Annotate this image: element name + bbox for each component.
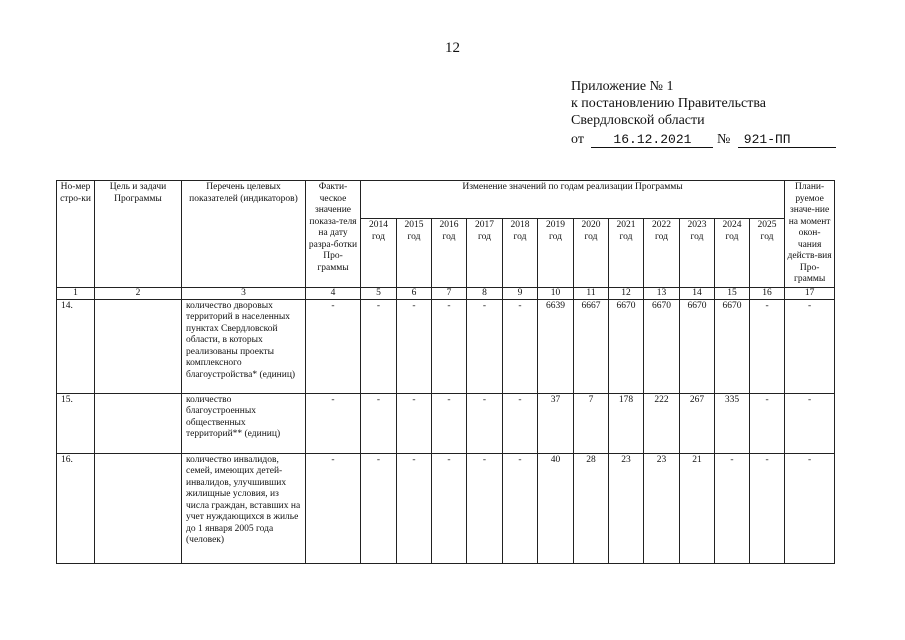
row-year-value: 37: [538, 393, 574, 453]
column-number: 8: [467, 287, 503, 299]
table-row: [57, 299, 835, 393]
row-year-value: 6670: [644, 299, 680, 393]
number-label: №: [716, 132, 731, 147]
row-year-value: -: [503, 393, 538, 453]
row-year-value: 40: [538, 453, 574, 563]
row-planned: -: [785, 453, 835, 563]
row-indicator: количество инвалидов, семей, имеющих детей-инвалидов, улучшивших жилищные условия, из числа граждан, вставших на учет нуждающихся в жилье до 1 января 2005 года (человек): [182, 453, 306, 563]
row-year-value: -: [750, 453, 785, 563]
row-year-value: 6667: [574, 299, 609, 393]
row-year-value: -: [397, 299, 432, 393]
column-number: 12: [609, 287, 644, 299]
header-year: 2015 год: [397, 219, 432, 287]
header-year: 2021 год: [609, 219, 644, 287]
header-row-number: Но-мер стро-ки: [57, 181, 95, 288]
row-year-value: -: [467, 393, 503, 453]
appendix-resolution-line: к постановлению Правительства: [571, 96, 767, 111]
row-actual: -: [306, 393, 361, 453]
header-actual-value: Факти-ческое значение показа-теля на дату разра-ботки Про-граммы: [306, 181, 361, 288]
appendix-region-line: Свердловской области: [571, 113, 705, 128]
column-number: 3: [182, 287, 306, 299]
header-year: 2018 год: [503, 219, 538, 287]
row-year-value: 267: [680, 393, 715, 453]
page-number: 12: [445, 40, 460, 56]
header-indicators: Перечень целевых показателей (индикаторов): [182, 181, 306, 288]
column-number: 5: [361, 287, 397, 299]
row-year-value: -: [503, 453, 538, 563]
row-year-value: -: [432, 453, 467, 563]
header-year: 2022 год: [644, 219, 680, 287]
header-year: 2024 год: [715, 219, 750, 287]
column-number: 9: [503, 287, 538, 299]
row-indicator: количество дворовых территорий в населенных пунктах Свердловской области, в которых реализованы проекты комплексного благоустройства* (единиц): [182, 299, 306, 393]
row-year-value: -: [467, 299, 503, 393]
row-actual: -: [306, 453, 361, 563]
header-year: 2025 год: [750, 219, 785, 287]
indicators-table: [56, 180, 835, 564]
table-row: [57, 393, 835, 453]
column-number: 14: [680, 287, 715, 299]
row-year-value: 335: [715, 393, 750, 453]
row-year-value: 6670: [609, 299, 644, 393]
column-number: 11: [574, 287, 609, 299]
header-year: 2017 год: [467, 219, 503, 287]
row-number: 15.: [57, 393, 95, 453]
row-year-value: -: [750, 299, 785, 393]
row-goal: [95, 299, 182, 393]
appendix-header: [571, 78, 846, 148]
row-year-value: 6639: [538, 299, 574, 393]
row-actual: -: [306, 299, 361, 393]
header-year: 2016 год: [432, 219, 467, 287]
row-planned: -: [785, 393, 835, 453]
column-number: 15: [715, 287, 750, 299]
column-number: 7: [432, 287, 467, 299]
row-number: 14.: [57, 299, 95, 393]
row-year-value: 6670: [680, 299, 715, 393]
row-goal: [95, 393, 182, 453]
row-year-value: -: [467, 453, 503, 563]
row-year-value: 222: [644, 393, 680, 453]
column-numbers-row: [57, 287, 835, 299]
row-year-value: -: [432, 299, 467, 393]
row-year-value: -: [503, 299, 538, 393]
row-year-value: -: [432, 393, 467, 453]
resolution-date: 16.12.2021: [591, 133, 713, 148]
row-goal: [95, 453, 182, 563]
row-year-value: 6670: [715, 299, 750, 393]
column-number: 17: [785, 287, 835, 299]
header-planned-value: Плани-руемое значе-ние на момент окон-чания действ-вия Про-граммы: [785, 181, 835, 288]
header-year: 2020 год: [574, 219, 609, 287]
column-number: 1: [57, 287, 95, 299]
resolution-number: 921-ПП: [738, 133, 836, 148]
appendix-date-number-line: [571, 131, 846, 148]
appendix-title: Приложение № 1: [571, 79, 674, 94]
row-year-value: 23: [644, 453, 680, 563]
header-goal: Цель и задачи Программы: [95, 181, 182, 288]
row-year-value: -: [361, 453, 397, 563]
header-year: 2014 год: [361, 219, 397, 287]
row-year-value: 23: [609, 453, 644, 563]
column-number: 4: [306, 287, 361, 299]
column-number: 10: [538, 287, 574, 299]
row-year-value: -: [750, 393, 785, 453]
column-number: 6: [397, 287, 432, 299]
table-row: [57, 453, 835, 563]
row-year-value: -: [361, 393, 397, 453]
header-year: 2019 год: [538, 219, 574, 287]
row-number: 16.: [57, 453, 95, 563]
header-changes-by-year: Изменение значений по годам реализации Программы: [361, 181, 785, 219]
row-year-value: -: [715, 453, 750, 563]
row-year-value: -: [361, 299, 397, 393]
row-planned: -: [785, 299, 835, 393]
column-number: 2: [95, 287, 182, 299]
header-year: 2023 год: [680, 219, 715, 287]
row-indicator: количество благоустроенных общественных территорий** (единиц): [182, 393, 306, 453]
from-label: от: [571, 132, 584, 147]
header-row-top: [57, 181, 835, 219]
row-year-value: 28: [574, 453, 609, 563]
row-year-value: 7: [574, 393, 609, 453]
row-year-value: 178: [609, 393, 644, 453]
column-number: 13: [644, 287, 680, 299]
row-year-value: -: [397, 453, 432, 563]
column-number: 16: [750, 287, 785, 299]
row-year-value: 21: [680, 453, 715, 563]
row-year-value: -: [397, 393, 432, 453]
